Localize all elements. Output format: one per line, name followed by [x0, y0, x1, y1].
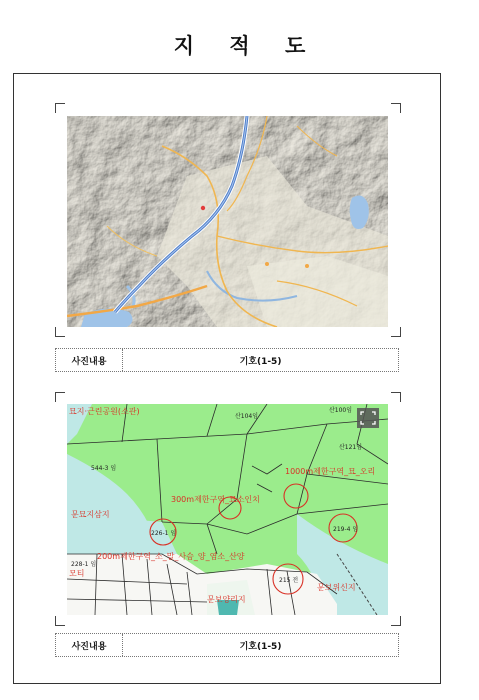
crop-mark: [391, 327, 401, 337]
map-label: 226-1 임: [151, 530, 177, 537]
terrain-map-image: [67, 116, 388, 327]
map-label: 219-4 임: [333, 526, 359, 533]
map-label: 묘지·근린공원(소관): [69, 407, 140, 416]
fullscreen-icon[interactable]: [357, 408, 379, 428]
cadastral-map-image: [67, 404, 388, 615]
caption-label: 사진내용: [56, 349, 123, 371]
map-label: 산100임: [329, 407, 353, 414]
map-label: 문보양리지: [207, 595, 246, 604]
map-label: 산104임: [235, 413, 259, 420]
map-label: 문묘지삼지: [71, 510, 110, 519]
map-label: 200m제한구역_소_말_사슴_양_염소_산양: [97, 552, 245, 561]
map-label: 1000m제한구역_묘_오리: [285, 467, 376, 476]
map-label: 산121임: [339, 444, 363, 451]
crop-mark: [391, 392, 401, 402]
caption-value: 기호(1-5): [239, 356, 282, 367]
map-label: 544-3 임: [91, 465, 117, 472]
photo-caption-1: [55, 348, 399, 372]
map-label: 300m제한구역_묘소인치: [171, 495, 260, 504]
crop-mark: [55, 392, 65, 402]
crop-mark: [391, 103, 401, 113]
map-label: 문보위신지: [317, 583, 356, 592]
caption-label: 사진내용: [56, 634, 123, 656]
map-label: 215 전: [279, 577, 299, 584]
map-label: 228-1 임: [71, 561, 97, 568]
map-label: 모티: [69, 569, 85, 578]
crop-mark: [391, 616, 401, 626]
crop-mark: [55, 103, 65, 113]
photo-caption-2: [55, 633, 399, 657]
caption-value: 기호(1-5): [239, 641, 282, 652]
page-title: 지 적 도: [173, 33, 320, 58]
crop-mark: [55, 327, 65, 337]
crop-mark: [55, 616, 65, 626]
